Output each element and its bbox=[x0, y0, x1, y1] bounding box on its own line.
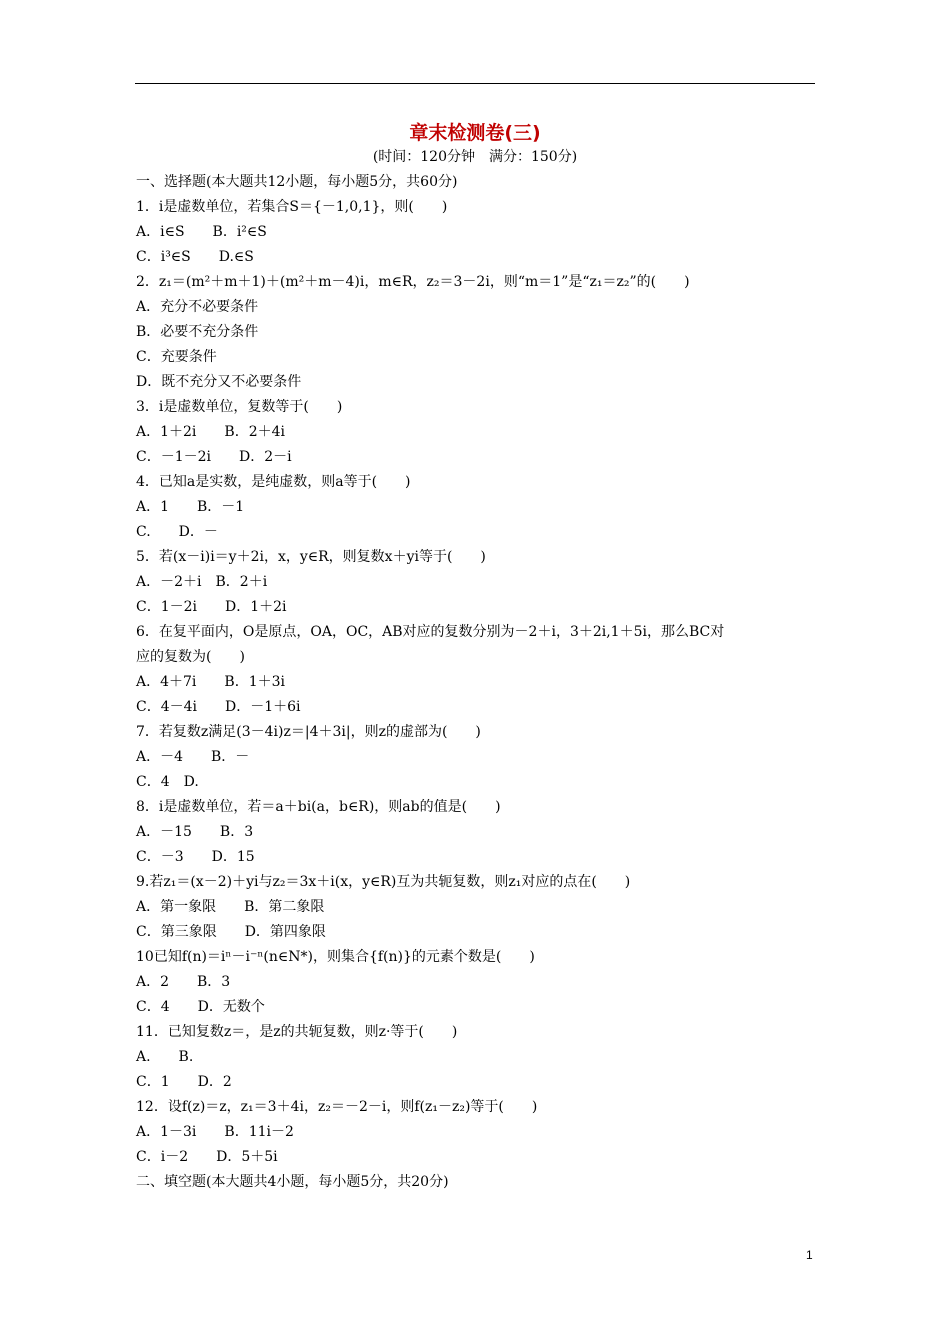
document-body bbox=[136, 170, 816, 1195]
text-line: C. D．－ bbox=[136, 524, 218, 540]
text-line: A．－15 B．3 bbox=[136, 824, 254, 840]
text-line: A．－4 B．－ bbox=[136, 749, 250, 765]
text-line: C．i³∈S D.∈S bbox=[136, 249, 254, 265]
header-rule bbox=[135, 83, 815, 84]
text-line: 7．若复数z满足(3－4i)z＝|4＋3i|，则z的虚部为( ) bbox=[136, 724, 481, 740]
text-line: B．必要不充分条件 bbox=[136, 324, 259, 340]
text-line: 3．i是虚数单位，复数等于( ) bbox=[136, 399, 343, 415]
text-line: 一、选择题(本大题共12小题，每小题5分，共60分) bbox=[136, 174, 458, 190]
text-line: C．1－2i D．1＋2i bbox=[136, 599, 287, 615]
text-line: C．第三象限 D．第四象限 bbox=[136, 924, 326, 940]
text-line: A．－2＋i B．2＋i bbox=[136, 574, 268, 590]
text-line: A．1 B．－1 bbox=[136, 499, 245, 515]
text-line: C．－1－2i D．2－i bbox=[136, 449, 292, 465]
text-line: D．既不充分又不必要条件 bbox=[136, 374, 302, 390]
text-line: 4．已知a是实数，是纯虚数，则a等于( ) bbox=[136, 474, 411, 490]
page-number: 1 bbox=[806, 1248, 813, 1262]
text-line: C．充要条件 bbox=[136, 349, 217, 365]
text-line: 应的复数为( ) bbox=[136, 649, 245, 665]
text-line: A．充分不必要条件 bbox=[136, 299, 259, 315]
text-line: A．第一象限 B．第二象限 bbox=[136, 899, 325, 915]
text-line: A．1－3i B．11i－2 bbox=[136, 1124, 294, 1140]
text-line: A．1＋2i B．2＋4i bbox=[136, 424, 285, 440]
text-line: 10已知f(n)＝iⁿ－i⁻ⁿ(n∈N*)，则集合{f(n)}的元素个数是( ) bbox=[136, 949, 535, 965]
text-line: A．i∈S B．i²∈S bbox=[136, 224, 267, 240]
text-line: 9.若z₁＝(x－2)＋yi与z₂＝3x＋i(x，y∈R)互为共轭复数，则z₁对应的点在( ) bbox=[136, 874, 631, 890]
text-line: 11．已知复数z＝，是z的共轭复数，则z·等于( ) bbox=[136, 1024, 458, 1040]
page-title: 章末检测卷(三) bbox=[409, 122, 541, 144]
text-line: 1．i是虚数单位，若集合S＝{－1,0,1}，则( ) bbox=[136, 199, 448, 215]
text-line: 5．若(x－i)i＝y＋2i，x，y∈R，则复数x＋yi等于( ) bbox=[136, 549, 486, 565]
text-line: C．1 D．2 bbox=[136, 1074, 232, 1090]
text-line: C．4 D. bbox=[136, 774, 199, 790]
text-line: C．i－2 D．5＋5i bbox=[136, 1149, 278, 1165]
text-line: A．4＋7i B．1＋3i bbox=[136, 674, 285, 690]
text-line: 6．在复平面内，O是原点，OA，OC，AB对应的复数分别为－2＋i，3＋2i,1＋5i，那么BC对 bbox=[136, 624, 725, 640]
page-subtitle: (时间：120分钟 满分：150分) bbox=[372, 149, 578, 165]
text-line: A．2 B．3 bbox=[136, 974, 231, 990]
text-line: C．－3 D．15 bbox=[136, 849, 255, 865]
text-line: 2．z₁＝(m²＋m＋1)＋(m²＋m－4)i，m∈R，z₂＝3－2i，则“m＝1”是“z₁＝z₂”的( ) bbox=[136, 274, 690, 290]
text-line: 8．i是虚数单位，若＝a＋bi(a，b∈R)，则ab的值是( ) bbox=[136, 799, 501, 815]
text-line: C．4－4i D．－1＋6i bbox=[136, 699, 301, 715]
text-line: 二、填空题(本大题共4小题，每小题5分，共20分) bbox=[136, 1174, 449, 1190]
text-line: A. B. bbox=[136, 1049, 194, 1065]
text-line: C．4 D．无数个 bbox=[136, 999, 265, 1015]
text-line: 12．设f(z)＝z，z₁＝3＋4i，z₂＝－2－i，则f(z₁－z₂)等于( ) bbox=[136, 1099, 538, 1115]
